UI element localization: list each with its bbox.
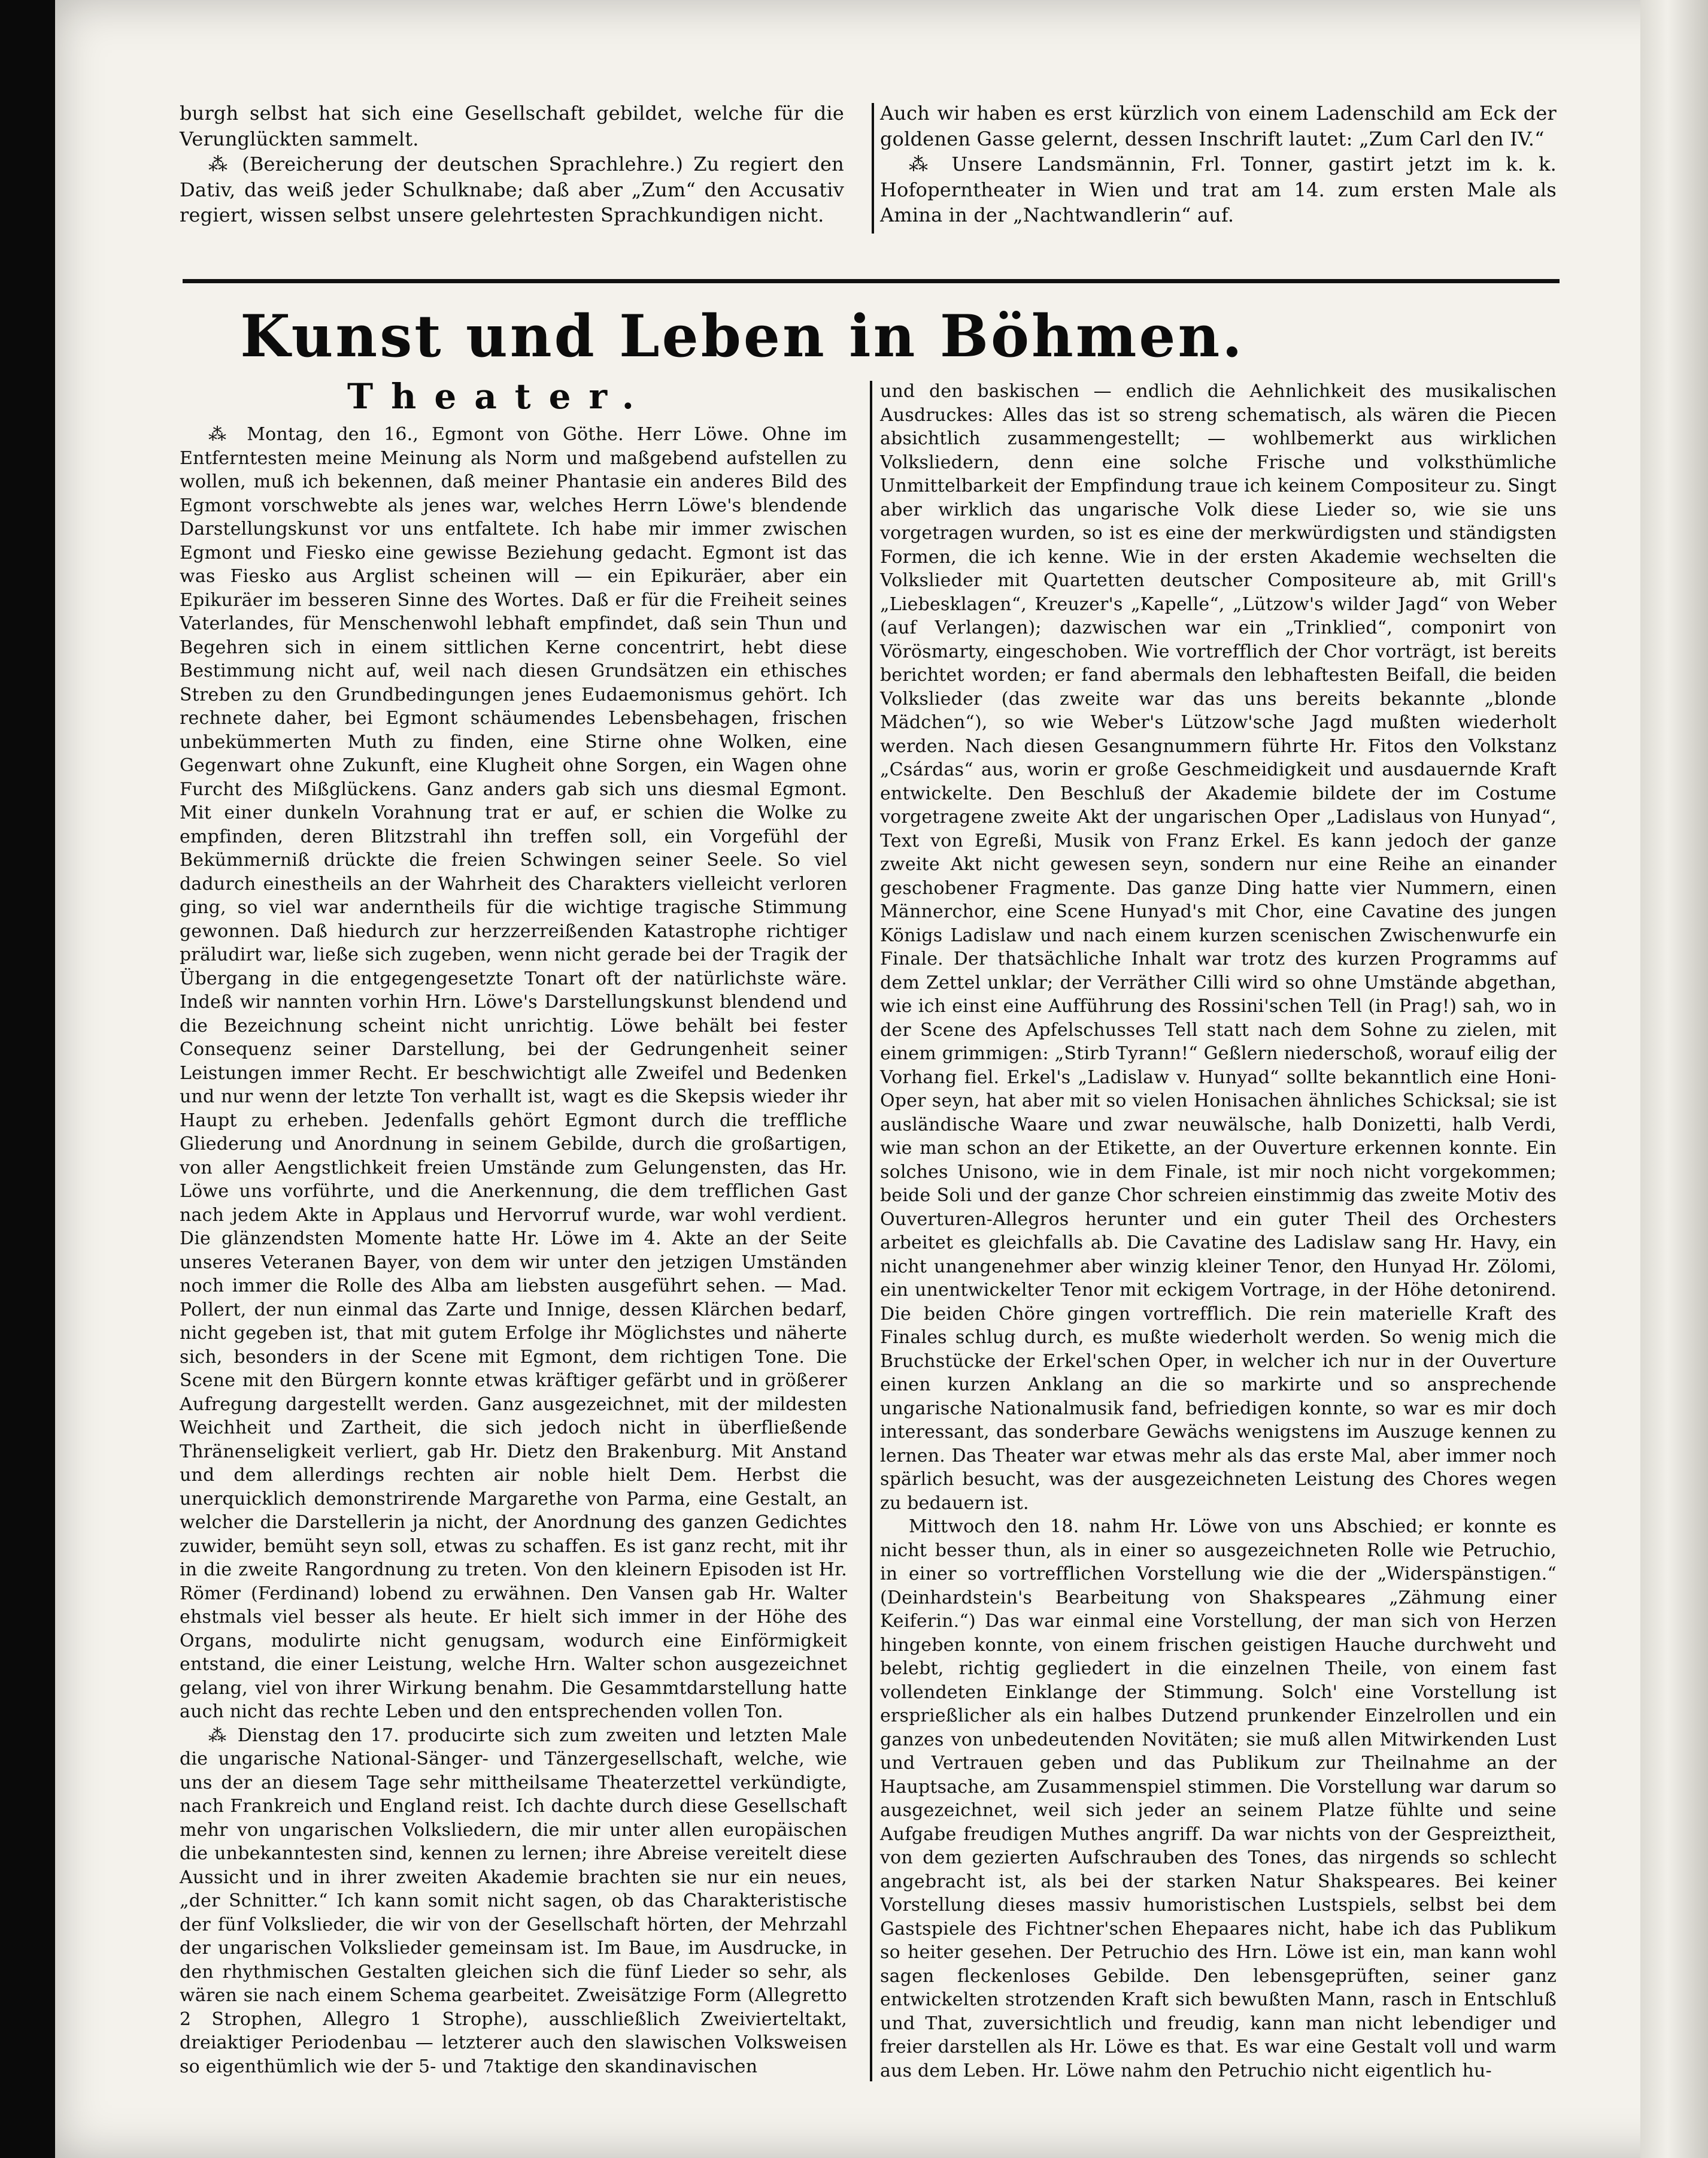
paragraph: ⁂ Dienstag den 17. producirte sich zum zweiten und letzten Male die ungarische National-Sänger- und Tänzergesellschaft, welche, wie uns der an diesem Tage sehr mittheilsame Theaterzettel verkündigte, nach Frankreich und England reist. Ich dachte durch diese Gesellschaft mehr von ungarischen Volksliedern, die mir unter allen europäischen die unbekanntesten sind, kennen zu lernen; ihre Abreise vereitelt diese Aussicht und in ihrer zweiten Akademie brachten sie nur ein neues, „der Schnitter.“ Ich kann somit nicht sagen, ob das Charakteristische der fünf Volkslieder, die wir von der Gesellschaft hörten, der Mehrzahl der ungarischen Volkslieder gemeinsam ist. Im Baue, im Ausdrucke, in den rhythmischen Gestalten gleichen sich die fünf Lieder so sehr, als wären sie nach einem Schema gearbeitet. Zweisätzige Form (Allegretto 2 Strophen, Allegro 1 Strophe), ausschließlich Zweivierteltakt, dreiaktiger Periodenbau — letzterer auch den slawischen Volksweisen so eigenthümlich wie der 5- und 7taktige den skandinavischen [180,1724,847,2077]
paragraph: ⁂ Unsere Landsmännin, Frl. Tonner, gastirt jetzt im k. k. Hofoperntheater in Wien und trat am 14. zum ersten Male als Amina in der „Nachtwandlerin“ auf. [880,153,1557,226]
paragraph: Mittwoch den 18. nahm Hr. Löwe von uns Abschied; er konnte es nicht besser thun, als in einer so ausgezeichneten Rolle wie Petruchio, in einer so vortrefflichen Vorstellung wie die der „Widerspänstigen.“ (Deinhardstein's Bearbeitung von Shakspeares „Zähmung einer Keiferin.“) Das war einmal eine Vorstellung, der man sich von Herzen hingeben konnte, von einem frischen geistigen Hauche durchweht und belebt, richtig gegliedert in die einzelnen Theile, von einem fast vollendeten Einklange der Stimmung. Solch' eine Vorstellung ist ersprießlicher als ein halbes Dutzend prunkender Einzelrollen und ein ganzes von unbedeutenden Novitäten; sie muß allen Mitwirkenden Lust und Vertrauen geben und das Publikum zur Theilnahme an der Hauptsache, am Zusammenspiel stimmen. Die Vorstellung war darum so ausgezeichnet, weil sich jeder an seinem Platze fühlte und seine Aufgabe freudigen Muthes angriff. Da war nichts von der Gespreiztheit, von dem gezierten Aufschrauben des Tones, das nirgends so schlecht angebracht ist, als bei der starken Natur Shakspeares. Bei keiner Vorstellung dieses massiv humoristischen Lustspiels, selbst bei dem Gastspiele des Fichtner'schen Ehepaares nicht, habe ich das Publikum so heiter gesehen. Der Petruchio des Hrn. Löwe ist ein, man kann wohl sagen fleckenloses Gebilde. Den lebensgeprüften, seiner ganz entwickelten strotzenden Kraft sich bewußten Mann, rasch in Entschluß und That, zuversichtlich und freudig, kann man nicht lebendiger und freier darstellen als Hr. Löwe es that. Es war eine Gestalt voll und warm aus dem Leben. Hr. Löwe nahm den Petruchio nicht eigentlich hu- [880,1516,1557,2081]
section-rule [183,279,1560,283]
right-column [880,380,1557,2083]
column-divider [870,381,872,2081]
masthead-title: Kunst und Leben in Böhmen. [240,302,1245,370]
section-title: Theater. [347,376,652,417]
paragraph: ⁂ (Bereicherung der deutschen Sprachlehre.) Zu regiert den Dativ, das weiß jeder Schulknabe; daß aber „Zum“ den Accusativ regiert, wissen selbst unsere gelehrtesten Sprachkundigen nicht. [180,153,844,226]
paragraph: Auch wir haben es erst kürzlich von einem Ladenschild am Eck der goldenen Gasse gelernt, dessen Inschrift lautet: „Zum Carl den IV.“ [880,102,1557,150]
top-left-column [180,101,844,228]
paragraph: und den baskischen — endlich die Aehnlichkeit des musikalischen Ausdruckes: Alles das ist so streng schematisch, als wären die Piecen absichtlich zusammengestellt; — wohlbemerkt aus wirklichen Volksliedern, denn eine solche Frische und volksthümliche Unmittelbarkeit der Empfindung traue ich keinem Compositeur zu. Singt aber wirklich das ungarische Volk diese Lieder so, wie sie uns vorgetragen wurden, so ist es eine der merkwürdigsten und ständigsten Formen, die ich kenne. Wie in der ersten Akademie wechselten die Volkslieder mit Quartetten deutscher Compositeure ab, mit Grill's „Liebesklagen“, Kreuzer's „Kapelle“, „Lützow's wilder Jagd“ von Weber (auf Verlangen); dazwischen war ein „Trinklied“, componirt von Vörösmarty, eingeschoben. Wie vortrefflich der Chor vorträgt, ist bereits berichtet worden; er fand abermals den lebhaftesten Beifall, die beiden Volkslieder (das zweite war das uns bereits bekannte „blonde Mädchen“), so wie Weber's Lützow'sche Jagd mußten wiederholt werden. Nach diesen Gesangnummern führte Hr. Fitos den Volkstanz „Csárdas“ aus, worin er große Geschmeidigkeit und ausdauernde Kraft entwickelte. Den Beschluß der Akademie bildete der im Costume vorgetragene zweite Akt der ungarischen Oper „Ladislaus von Hunyad“, Text von Egreßi, Musik von Franz Erkel. Es kann jedoch der ganze zweite Akt nicht gewesen seyn, sondern nur eine Reihe an einander geschobener Fragmente. Das ganze Ding hatte vier Nummern, einen Männerchor, eine Scene Hunyad's mit Chor, eine Cavatine des jungen Königs Ladislaw und nach einem kurzen scenischen Zwischenwurfe ein Finale. Der thatsächliche Inhalt war trotz des kurzen Programms auf dem Zettel unklar; der Verräther Cilli wird so ohne Umstände abgethan, wie ich einst eine Aufführung des Rossini'schen Tell (in Prag!) sah, wo in der Scene des Apfelschusses Tell statt nach dem Sohne zu zielen, mit einem grimmigen: „Stirb Tyrann!“ Geßlern niederschoß, worauf eilig der Vorhang fiel. Erkel's „Ladislaw v. Hunyad“ sollte bekanntlich eine Honi-Oper seyn, hat aber mit so vielen Honisachen ähnliches Schicksal; sie ist ausländische Waare und zwar neuwälsche, halb Donizetti, halb Verdi, wie man schon an der Etikette, an der Ouverture erkennen konnte. Ein solches Unisono, wie in dem Finale, ist mir noch nicht vorgekommen; beide Soli und der ganze Chor schreien einstimmig das zweite Motiv des Ouverturen-Allegros herunter und ein guter Theil des Orchesters arbeitet es gleichfalls ab. Die Cavatine des Ladislaw sang Hr. Havy, ein nicht unangenehmer aber winzig kleiner Tenor, den Hunyad Hr. Zölomi, ein unentwickelter Tenor mit eckigem Vortrage, in der Höhe detonirend. Die beiden Chöre gingen vortrefflich. Die rein materielle Kraft des Finales schlug durch, es mußte wiederholt werden. So wenig mich die Bruchstücke der Erkel'schen Oper, in welcher ich nur in der Ouverture einen kurzen Anklang an die so markirte und so ansprechende ungarische Nationalmusik fand, befriedigen konnte, so war es mir doch interessant, das sonderbare Gewächs wenigstens im Auszuge kennen zu lernen. Das Theater war etwas mehr als das erste Mal, aber immer noch spärlich besucht, was der ausgezeichneten Leistung des Chores wegen zu bedauern ist. [880,381,1557,1514]
top-column-divider [872,103,874,234]
paragraph: ⁂ Montag, den 16., Egmont von Göthe. Herr Löwe. Ohne im Entferntesten meine Meinung als Norm und maßgebend aufstellen zu wollen, muß ich bekennen, daß meiner Phantasie ein anderes Bild des Egmont vorschwebte als jenes war, welches Herrn Löwe's blendende Darstellungskunst vor uns entfaltete. Ich habe mir immer zwischen Egmont und Fiesko eine gewisse Beziehung gedacht. Egmont ist das was Fiesko aus Arglist scheinen will — ein Epikuräer, aber ein Epikuräer im besseren Sinne des Wortes. Daß er für die Freiheit seines Vaterlandes, für Menschenwohl lebhaft empfindet, daß sein Thun und Begehren sich in einem sittlichen Kerne concentrirt, hebt diese Bestimmung nicht auf, weil nach diesen Grundsätzen ein ethisches Streben zu den Grundbedingungen jenes Eudaemonismus gehört. Ich rechnete daher, bei Egmont schäumendes Lebensbehagen, frischen unbekümmerten Muth zu finden, eine Stirne ohne Wolken, eine Gegenwart ohne Zukunft, eine Klugheit ohne Sorgen, ein Wagen ohne Furcht des Mißglückens. Ganz anders gab sich uns diesmal Egmont. Mit einer dunkeln Vorahnung trat er auf, er schien die Wolke zu empfinden, deren Blitzstrahl ihn treffen soll, ein Vorgefühl der Bekümmerniß drückte die freien Schwingen seiner Seele. So viel dadurch einestheils an der Wahrheit des Charakters vielleicht verloren ging, so viel war anderntheils für die wichtige tragische Stimmung gewonnen. Daß hiedurch zur herzzerreißenden Katastrophe richtiger präludirt war, ließe sich zugeben, wenn nicht gerade bei der Tragik der Übergang in die entgegengesetzte Tonart oft der natürlichste wäre. Indeß wir nannten vorhin Hrn. Löwe's Darstellungskunst blendend und die Bezeichnung scheint nicht unrichtig. Löwe behält bei fester Consequenz seiner Darstellung, bei der Gedrungenheit seiner Leistungen immer Recht. Er beschwichtigt alle Zweifel und Bedenken und nur wenn der letzte Ton verhallt ist, wagt es die Skepsis wieder ihr Haupt zu erheben. Jedenfalls gehört Egmont durch die treffliche Gliederung und Anordnung in seinem Gebilde, durch die großartigen, von aller Aengstlichkeit freien Umstände zum Gelungensten, das Hr. Löwe uns vorführte, und die Anerkennung, die dem trefflichen Gast nach jedem Akte in Applaus und Hervorruf wurde, war wohl verdient. Die glänzendsten Momente hatte Hr. Löwe im 4. Akte an der Seite unseres Veteranen Bayer, von dem wir unter den jetzigen Umständen noch immer die Rolle des Alba am liebsten ausgeführt sehen. — Mad. Pollert, der nun einmal das Zarte und Innige, dessen Klärchen bedarf, nicht gegeben ist, that mit gutem Erfolge ihr Möglichstes und näherte sich, besonders in der Scene mit Egmont, dem richtigen Tone. Die Scene mit den Bürgern konnte etwas kräftiger gefärbt und in größerer Aufregung dargestellt werden. Ganz ausgezeichnet, mit der mildesten Weichheit und Zartheit, die sich jedoch nicht in überfließende Thränenseligkeit verliert, gab Hr. Dietz den Brakenburg. Mit Anstand und dem allerdings rechten air noble hielt Dem. Herbst die unerquicklich demonstrirende Margarethe von Parma, eine Gestalt, an welcher die Darstellerin ja nicht, der Anordnung des ganzen Gedichtes zuwider, bemüht seyn soll, etwas zu schaffen. Es ist ganz recht, mit ihr in die zweite Rangordnung zu treten. Von den kleinern Episoden ist Hr. Römer (Ferdinand) lobend zu erwähnen. Den Vansen gab Hr. Walter ehstmals viel besser als heute. Er hielt sich immer in der Höhe des Organs, modulirte nicht genugsam, wodurch eine Einförmigkeit entstand, die einer Leistung, welche Hrn. Walter schon ausgezeichnet gelang, viel von ihrer Wirkung benahm. Die Gesammtdarstellung hatte auch nicht das rechte Leben und den entsprechenden vollen Ton. [180,424,847,1722]
page-edge [1640,0,1708,2158]
paragraph: burgh selbst hat sich eine Gesellschaft gebildet, welche für die Verunglückten sammelt. [180,102,844,150]
top-right-column [880,101,1557,228]
left-column [180,423,847,2078]
